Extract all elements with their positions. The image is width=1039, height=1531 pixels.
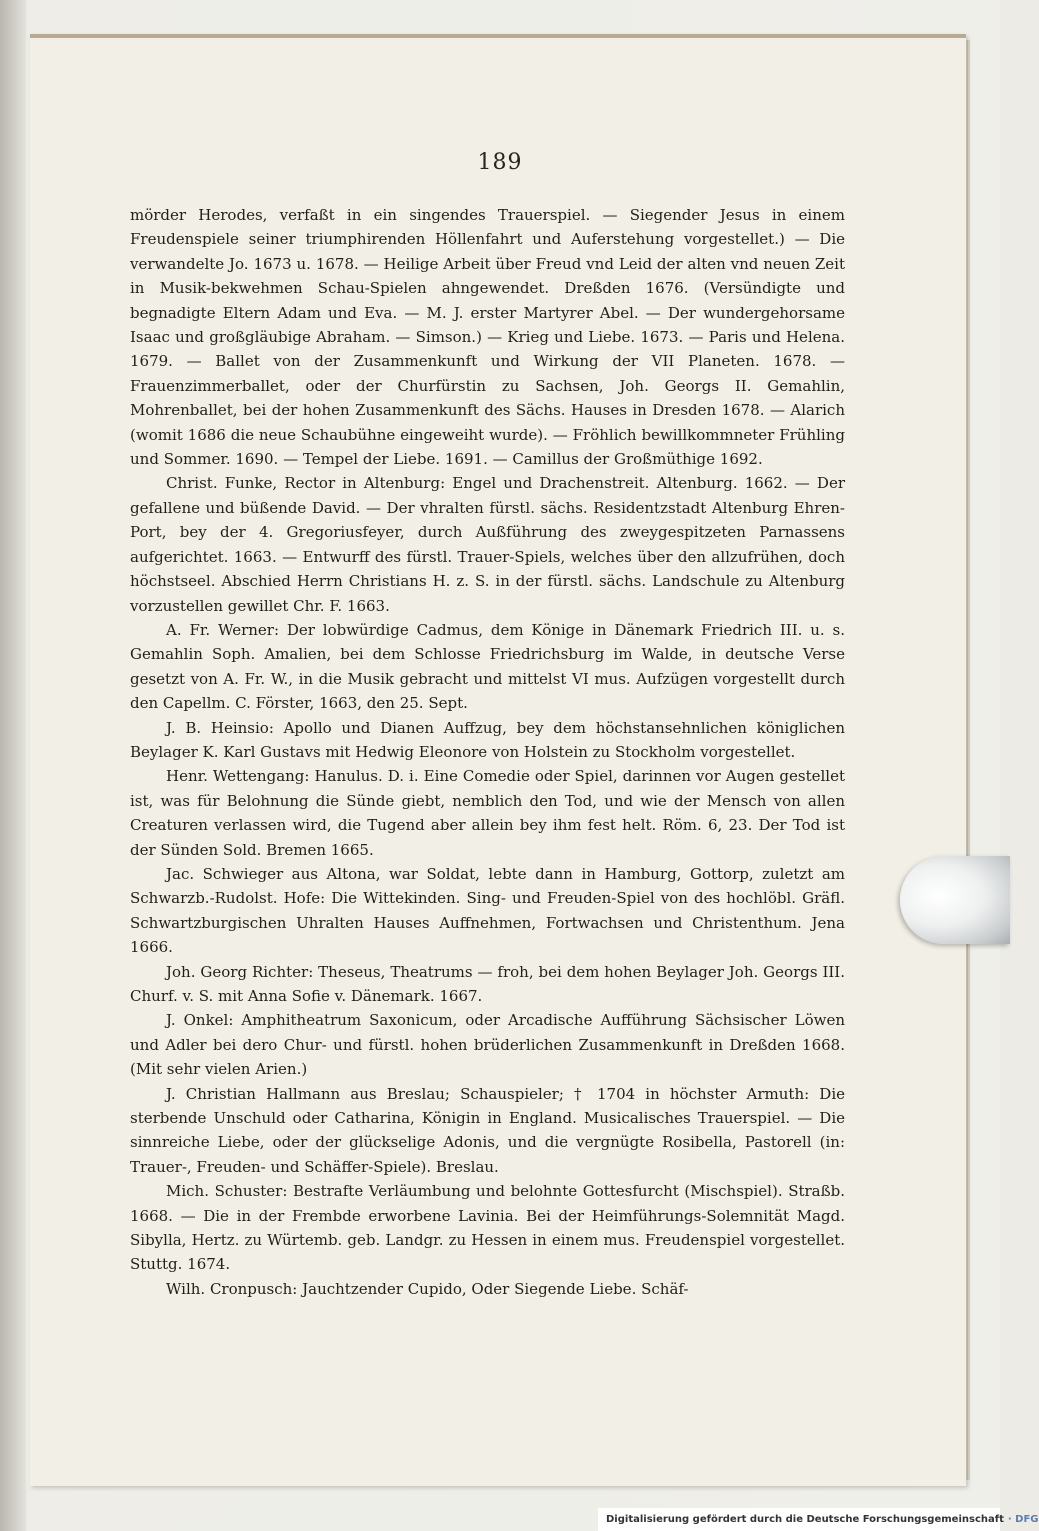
page-text (130, 203, 845, 1301)
digitization-credit (598, 1508, 1039, 1531)
page-clip-icon (900, 856, 1010, 944)
dfg-logo-icon: · DFG (1007, 1514, 1039, 1525)
paragraph: J. Christian Hallmann aus Breslau; Schauspieler; † 1704 in höchster Armuth: Die sterbende Unschuld oder Catharina, Königin in England. Musicalisches Trauerspiel. — Die sinnreiche Liebe, oder der glückselige Adonis, und die vergnügte Rosibella, Pastorell (in: Trauer-, Freuden- und Schäffer-Spiele). Breslau. (130, 1084, 845, 1176)
paragraph: Mich. Schuster: Bestrafte Verläumbung und belohnte Gottesfurcht (Mischspiel). Straßb. 1668. — Die in der Frembde erworbene Lavinia. Bei der Heimführungs-Solemnität Magd. Sibylla, Hertz. zu Würtemb. geb. Landgr. zu Hessen in einem mus. Freudenspiel vorgestellet. Stuttg. 1674. (130, 1182, 845, 1274)
paragraph: J. Onkel: Amphitheatrum Saxonicum, oder Arcadische Aufführung Sächsischer Löwen und Adler bei dero Chur- und fürstl. hohen brüderlichen Zusammenkunft in Dreßden 1668. (Mit sehr vielen Arien.) (130, 1011, 845, 1079)
page-number: 189 (477, 150, 523, 175)
paragraph: mörder Herodes, verfaßt in ein singendes Trauerspiel. — Siegender Jesus in einem Freudenspiele seiner triumphirenden Höllenfahrt und Auferstehung vorgestellet.) — Die verwandelte Jo. 1673 u. 1678. — Heilige Arbeit über Freud vnd Leid der alten vnd neuen Zeit in Musik-bekwehmen Schau-Spielen ahngewendet. Dreßden 1676. (Versündigte und begnadigte Eltern Adam und Eva. — M. J. erster Martyrer Abel. — Der wundergehorsame Isaac und großgläubige Abraham. — Simson.) — Krieg und Liebe. 1673. — Paris und Helena. 1679. — Ballet von der Zusammenkunft und Wirkung der VII Planeten. 1678. — Frauenzimmerballet, oder der Churfürstin zu Sachsen, Joh. Georgs II. Gemahlin, Mohrenballet, bei der hohen Zusammenkunft des Sächs. Hauses in Dresden 1678. — Alarich (womit 1686 die neue Schaubühne eingeweiht wurde). — Fröhlich bewillkommneter Frühling und Sommer. 1690. — Tempel der Liebe. 1691. — Camillus der Großmüthige 1692. (130, 206, 845, 469)
paragraph: Joh. Georg Richter: Theseus, Theatrums — froh, bei dem hohen Beylager Joh. Georgs III. Churf. v. S. mit Anna Sofie v. Dänemark. 1667. (130, 962, 845, 1005)
paragraph: Jac. Schwieger aus Altona, war Soldat, lebte dann in Hamburg, Gottorp, zuletzt am Schwarzb.-Rudolst. Hofe: Die Wittekinden. Sing- und Freuden-Spiel von des hochlöbl. Gräfl. Schwartzburgischen Uhralten Hauses Auffnehmen, Fortwachsen und Christenthum. Jena 1666. (130, 864, 845, 957)
paragraph: J. B. Heinsio: Apollo und Dianen Auffzug, bey dem höchstansehnlichen königlichen Beylager K. Karl Gustavs mit Hedwig Eleonore von Holstein zu Stockholm vorgestellet. (130, 718, 845, 761)
paragraph: A. Fr. Werner: Der lobwürdige Cadmus, dem Könige in Dänemark Friedrich III. u. s. Gemahlin Soph. Amalien, bei dem Schlosse Friedrichsburg im Walde, in deutsche Verse gesetzt von A. Fr. W., in die Musik gebracht und mittelst VI mus. Aufzügen vorgestellt durch den Capellm. C. Förster, 1663, den 25. Sept. (130, 620, 845, 713)
paragraph: Henr. Wettengang: Hanulus. D. i. Eine Comedie oder Spiel, darinnen vor Augen gestellet ist, was für Belohnung die Sünde giebt, nemblich den Tod, und wie der Mensch von allen Creaturen verlassen wird, die Tugend aber allein bey ihm fest helt. Röm. 6, 23. Der Tod ist der Sünden Sold. Bremen 1665. (130, 767, 845, 859)
binding-shadow (0, 0, 26, 1531)
credit-text: Digitalisierung gefördert durch die Deutsche Forschungsgemeinschaft (606, 1514, 1004, 1525)
paragraph: Wilh. Cronpusch: Jauchtzender Cupido, Oder Siegende Liebe. Schäf- (166, 1279, 689, 1298)
paragraph: Christ. Funke, Rector in Altenburg: Engel und Drachenstreit. Altenburg. 1662. — Der gefallene und büßende David. — Der vhralten fürstl. sächs. Residentzstadt Altenburg Ehren-Port, bey der 4. Gregoriusfeyer, durch Außführung des zweygespitzeten Parnassens aufgerichtet. 1663. — Entwurff des fürstl. Trauer-Spiels, welches über den allzufrühen, doch höchstseel. Abschied Herrn Christians H. z. S. in der fürstl. sächs. Landschule zu Altenburg vorzustellen gewillet Chr. F. 1663. (130, 474, 845, 615)
